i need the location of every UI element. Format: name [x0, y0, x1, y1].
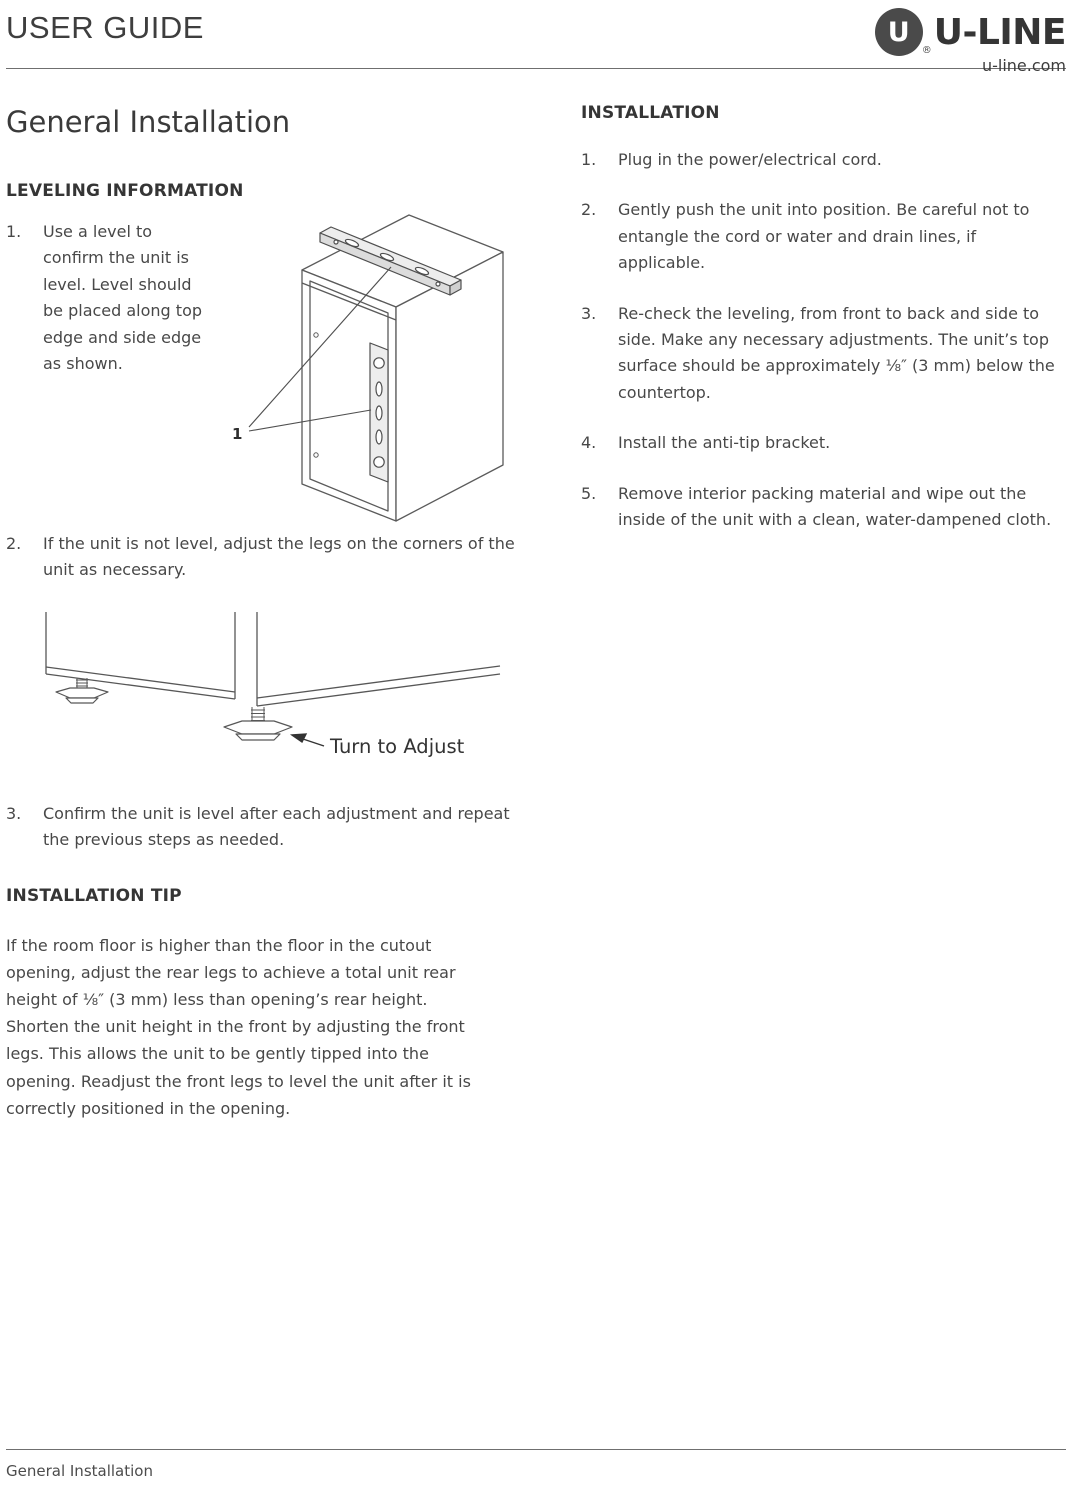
leveling-step-2 — [6, 531, 516, 584]
step-text: Install the anti-tip bracket. — [618, 433, 831, 453]
page-footer — [6, 1449, 1066, 1480]
step-text: If the unit is not level, adjust the legs on the corners of the unit as necessary. — [43, 534, 515, 580]
front-leveling-foot — [224, 707, 292, 740]
figure2-caption: Turn to Adjust — [330, 734, 465, 758]
step-number: 3. — [581, 303, 597, 323]
installation-step-5 — [581, 481, 1066, 534]
page-title: General Installation — [6, 105, 291, 139]
uline-website: u-line.com — [981, 56, 1066, 75]
uline-wordmark: U-LINE — [933, 11, 1066, 53]
step-text: Plug in the power/electrical cord. — [618, 150, 882, 169]
adjust-arrow — [292, 734, 324, 746]
leveling-step-1-row — [6, 219, 516, 525]
leveling-step-3 — [6, 801, 516, 854]
step-number: 2. — [6, 534, 22, 553]
step-text: Use a level to confirm the unit is level. Level should be placed along top edge and side edge as shown. — [43, 222, 203, 373]
side-level-tool — [370, 343, 388, 482]
installation-tip-text: If the room floor is higher than the floor in the cutout opening, adjust the rear legs to achieve a total unit rear height of ⅛″ (3 mm) less than opening’s rear height. Shorten the unit height in the front by adjusting the front legs. This allows the unit to be gently tipped into the opening. Readjust the front legs to level the unit after it is correctly positioned in the opening. — [6, 935, 471, 1118]
leg-adjustment-illustration — [36, 610, 506, 765]
step-number: 1. — [6, 222, 22, 241]
content-columns — [6, 69, 1066, 1122]
uline-circle-mark-icon: U — [875, 8, 923, 56]
figure1-callout: 1 — [232, 425, 243, 443]
registered-mark: ® — [921, 45, 932, 56]
installation-tip-heading: INSTALLATION TIP — [6, 885, 182, 906]
step-text: Gently push the unit into position. Be careful not to entangle the cord or water and drain lines, if applicable. — [618, 200, 1030, 273]
step-text: Confirm the unit is level after each adjustment and repeat the previous steps as needed. — [43, 803, 510, 850]
installation-step-4 — [581, 430, 1066, 456]
step-number: 3. — [6, 803, 22, 823]
unit-leveling-illustration — [224, 203, 516, 525]
uline-logo — [875, 8, 1066, 75]
step-number: 2. — [581, 200, 597, 220]
footer-section-label: General Installation — [6, 1462, 153, 1480]
step-text: Re-check the leveling, from front to back and side to side. Make any necessary adjustments. The unit’s top surface should be approximately ⅛″ (3 mm) below the countertop. — [618, 303, 1055, 402]
step-number: 4. — [581, 433, 597, 453]
right-column — [581, 95, 1066, 1122]
leveling-step-1 — [6, 219, 211, 377]
leveling-heading: LEVELING INFORMATION — [6, 181, 244, 201]
left-column — [6, 95, 516, 1122]
installation-step-3 — [581, 301, 1066, 407]
unit-bottom-outline — [46, 612, 500, 706]
installation-step-1 — [581, 147, 1066, 173]
page-header — [6, 0, 1066, 75]
doc-title: USER GUIDE — [6, 10, 204, 45]
step-number: 5. — [581, 483, 597, 503]
installation-step-2 — [581, 197, 1066, 276]
installation-heading: INSTALLATION — [581, 103, 720, 123]
step-number: 1. — [581, 150, 597, 169]
uline-logo-row — [875, 8, 1066, 56]
figure2-wrapper — [36, 610, 516, 769]
step-text: Remove interior packing material and wipe out the inside of the unit with a clean, water-dampened cloth. — [618, 483, 1052, 529]
